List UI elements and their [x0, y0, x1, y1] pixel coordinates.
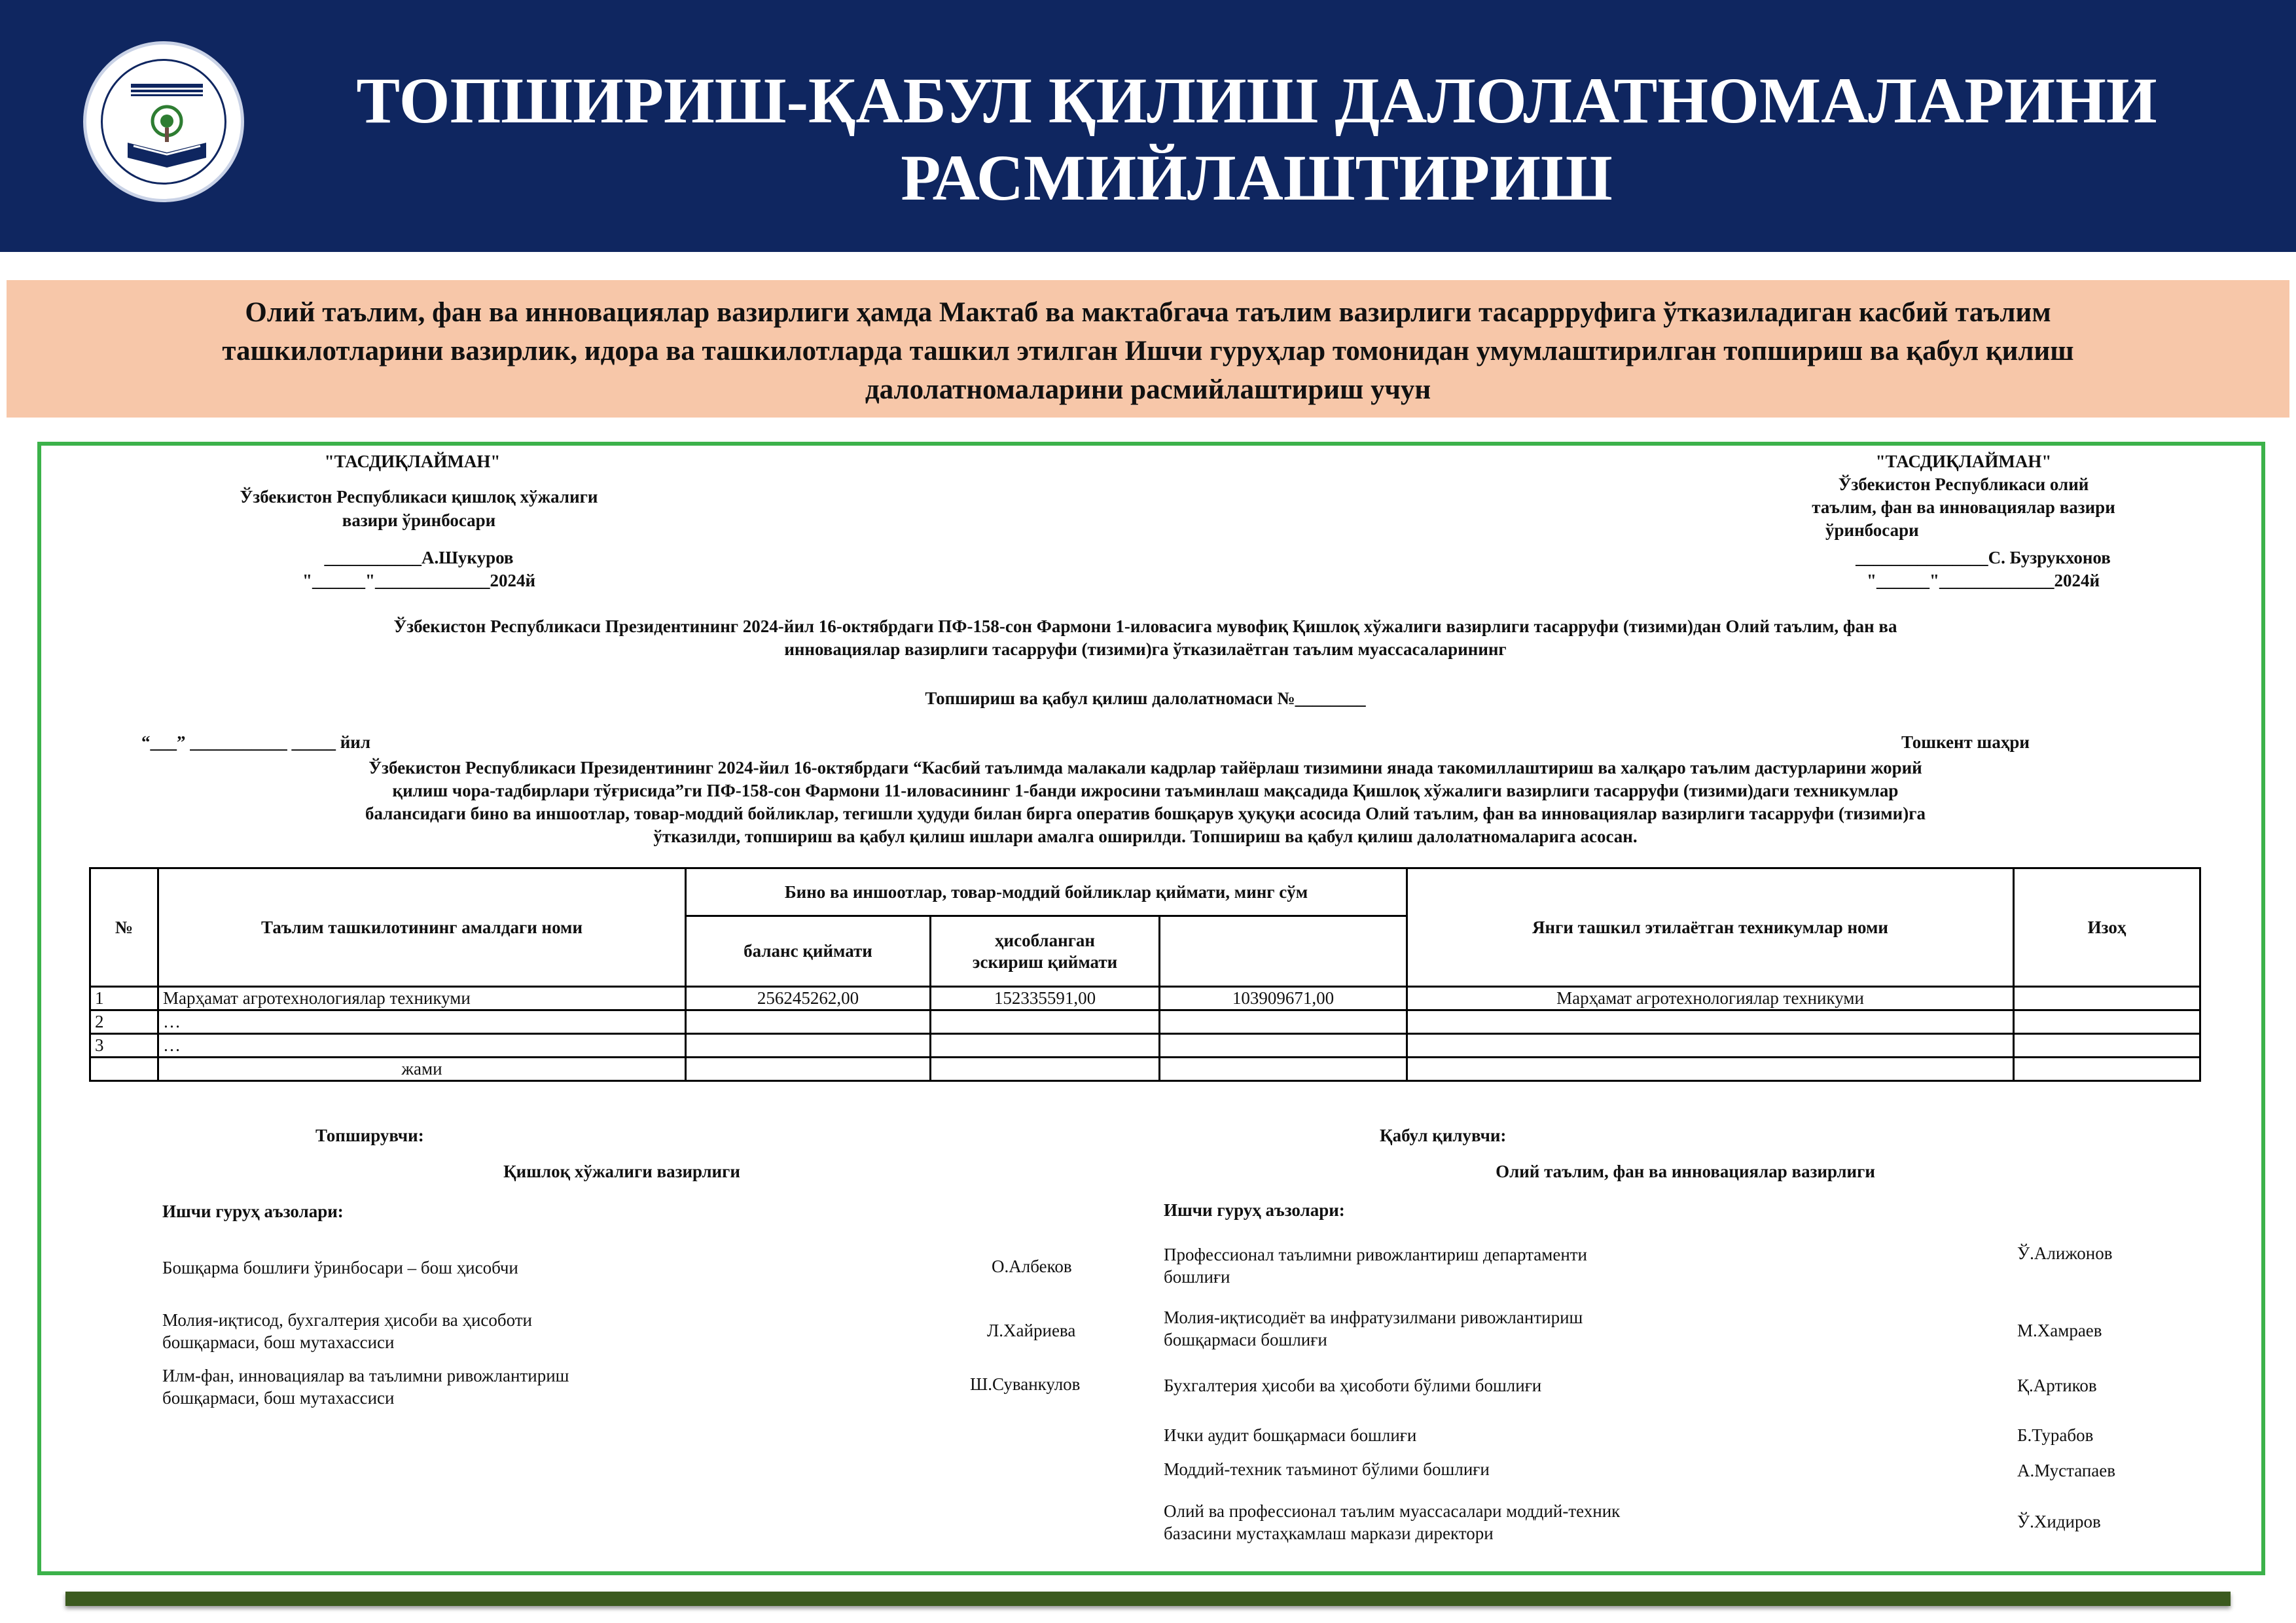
cell-residual [1160, 1058, 1407, 1081]
intro-line-1: Ўзбекистон Республикаси Президентининг 2024-йил 16-октябрдаги ПФ-158-сон Фармони 1-иловасига мувофиқ Қишлоқ хўжалиги вазирлиги тасарруфи (тизими)дан Олий таълим, фан ва [393, 616, 1897, 636]
cell-new-name: Марҳамат агротехнологиялар техникуми [1407, 987, 2014, 1010]
receiver-label: Қабул қилувчи: [1380, 1126, 1507, 1145]
giver-member-role [162, 1309, 882, 1353]
header-wear-line-1: ҳисобланган [995, 930, 1095, 950]
receiver-member-name: Ў.Хидиров [2017, 1512, 2101, 1531]
header-balance: баланс қиймати [686, 916, 931, 987]
approve-left-line-1: Ўзбекистон Республикаси қишлоқ хўжалиги [240, 487, 598, 507]
approve-right-line-2: таълим, фан ва инновациялар вазири [1812, 497, 2115, 517]
ministry-logo [83, 41, 244, 202]
transfer-table [89, 867, 2201, 1082]
cell-wear: 152335591,00 [931, 987, 1160, 1010]
cell-num: 1 [90, 987, 158, 1010]
giver-member-role [162, 1364, 882, 1409]
receiver-member-role [1164, 1374, 1916, 1397]
cell-num: 3 [90, 1034, 158, 1058]
receiver-member-name: Б.Турабов [2017, 1425, 2094, 1445]
body-paragraph [65, 757, 2225, 848]
title-line-2: РАСМИЙЛАШТИРИШ [901, 141, 1613, 214]
header-num: № [90, 868, 158, 987]
cell-note [2014, 987, 2200, 1010]
cell-balance [686, 1034, 931, 1058]
role-line-1: Олий ва профессионал таълим муассасалари моддий-техник [1164, 1501, 1621, 1521]
approve-left-line-2: вазири ўринбосари [342, 510, 496, 530]
receiver-ministry: Олий таълим, фан ва инновациялар вазирлиги [1496, 1162, 1875, 1181]
header-wear-line-2: эскириш қиймати [972, 952, 1118, 972]
receiver-member-name: Қ.Артиков [2017, 1376, 2097, 1395]
subtitle-line-3: далолатномаларини расмийлаштириш учун [865, 374, 1431, 405]
title-line-1: ТОПШИРИШ-ҚАБУЛ ҚИЛИШ ДАЛОЛАТНОМАЛАРИНИ [356, 64, 2157, 137]
act-date-field: “___” ___________ _____ йил [141, 732, 371, 752]
giver-member-name: Л.Хайриева [987, 1321, 1076, 1340]
header-wear [931, 916, 1160, 987]
body-line-3: балансидаги бино ва иншоотлар, товар-моддий бойликлар, тегишли ҳудуди билан бирга оператив бошқарув ҳуқуқи асосида Олий таълим, фан ва инновациялар вазирлиги тасарруфи (тизими)га [365, 804, 1926, 823]
cell-balance [686, 1010, 931, 1034]
role-line-2: бошқармаси бошлиғи [1164, 1330, 1327, 1349]
cell-residual [1160, 1010, 1407, 1034]
page-title [275, 62, 2238, 217]
cell-num [90, 1058, 158, 1081]
giver-label: Топширувчи: [315, 1126, 424, 1145]
act-place: Тошкент шаҳри [1901, 732, 2030, 752]
cell-name: … [158, 1010, 686, 1034]
cell-new-name [1407, 1058, 2014, 1081]
cell-new-name [1407, 1034, 2014, 1058]
role-line-1: Молия-иқтисод, бухгалтерия ҳисоби ва ҳисоботи [162, 1310, 533, 1330]
role-line-1: Профессионал таълимни ривожлантириш департаменти [1164, 1245, 1588, 1264]
cell-note [2014, 1034, 2200, 1058]
giver-member-role [162, 1257, 882, 1279]
receiver-member-role [1164, 1424, 1916, 1446]
body-line-1: Ўзбекистон Республикаси Президентининг 2024-йил 16-октябрдаги “Касбий таълимда малакали кадрлар тайёрлаш тизимини янада такомиллаштириш ва халқаро таълим дастурларини жорий [368, 758, 1922, 777]
body-line-4: ўтказилди, топшириш ва қабул қилиш ишлари амалга оширилди. Топшириш ва қабул қилиш далолатномаларига асосан. [653, 827, 1638, 846]
intro-line-2: инновациялар вазирлиги тасарруфи (тизими)га ўтказилаётган таълим муассасаларининг [784, 639, 1507, 659]
role-line-2: бошлиғи [1164, 1267, 1230, 1287]
role-line-2: бошқармаси, бош мутахассиси [162, 1388, 395, 1408]
table-row [90, 1010, 2200, 1034]
giver-member-name: О.Албеков [992, 1257, 1072, 1276]
role-line-1: Бошқарма бошлиғи ўринбосари – бош ҳисобчи [162, 1258, 518, 1277]
cell-new-name [1407, 1010, 2014, 1034]
receiver-member-name: А.Мустапаев [2017, 1461, 2115, 1480]
cell-balance: 256245262,00 [686, 987, 931, 1010]
receiver-member-role [1164, 1500, 1916, 1544]
book-tree-icon [124, 80, 209, 172]
table-row-total [90, 1058, 2200, 1081]
body-line-2: қилиш чора-тадбирлари тўғрисида”ги ПФ-158-сон Фармони 11-иловасининг 1-банди ижросини таъминлаш мақсадида Қишлоқ хўжалиги вазирлиги тасарруфи (тизими)даги техникумлар [392, 781, 1899, 800]
receiver-member-name: Ў.Алижонов [2017, 1243, 2113, 1263]
header-value-group: Бино ва иншоотлар, товар-моддий бойликлар қиймати, минг сўм [686, 868, 1407, 916]
approve-right-signature: _______________С. Бузрукхонов [1856, 548, 2111, 567]
receiver-member-name: М.Хамраев [2017, 1321, 2102, 1340]
role-line-2: базасини мустаҳкамлаш маркази директори [1164, 1524, 1494, 1543]
approve-right-line-3: ўринбосари [1825, 520, 1919, 540]
cell-balance [686, 1058, 931, 1081]
cell-num: 2 [90, 1010, 158, 1034]
header-name: Таълим ташкилотининг амалдаги номи [158, 868, 686, 987]
role-line-1: Бухгалтерия ҳисоби ва ҳисоботи бўлими бошлиғи [1164, 1376, 1542, 1395]
header-residual [1160, 916, 1407, 987]
cell-wear [931, 1010, 1160, 1034]
cell-wear [931, 1058, 1160, 1081]
header-new-name: Янги ташкил этилаётган техникумлар номи [1407, 868, 2014, 987]
giver-group-label: Ишчи гуруҳ аъзолари: [162, 1202, 344, 1221]
footer-bar [65, 1592, 2231, 1606]
receiver-member-role [1164, 1458, 1916, 1480]
giver-member-name: Ш.Суванкулов [970, 1374, 1081, 1394]
table-row [90, 987, 2200, 1010]
subtitle-line-1: Олий таълим, фан ва инновациялар вазирлиги ҳамда Мактаб ва мактабгача таълим вазирлиги тасаррруфига ўтказиладиган касбий таълим [245, 297, 2051, 328]
role-line-1: Молия-иқтисодиёт ва инфратузилмани ривожлантириш [1164, 1308, 1583, 1327]
act-title: Топшириш ва қабул қилиш далолатномаси №________ [925, 688, 1366, 708]
approve-right-line-1: Ўзбекистон Республикаси олий [1838, 474, 2089, 494]
cell-name: Марҳамат агротехнологиялар техникуми [158, 987, 686, 1010]
table-row [90, 1034, 2200, 1058]
approve-left-heading: "ТАСДИҚЛАЙМАН" [324, 452, 501, 471]
role-line-1: Ички аудит бошқармаси бошлиғи [1164, 1425, 1417, 1445]
receiver-member-role [1164, 1243, 1916, 1288]
role-line-1: Моддий-техник таъминот бўлими бошлиғи [1164, 1459, 1490, 1479]
role-line-1: Илм-фан, инновациялар ва таълимни ривожлантириш [162, 1366, 569, 1385]
receiver-group-label: Ишчи гуруҳ аъзолари: [1164, 1200, 1345, 1220]
approve-left-signature: ___________А.Шукуров [324, 548, 514, 567]
cell-residual: 103909671,00 [1160, 987, 1407, 1010]
approve-right-heading: "ТАСДИҚЛАЙМАН" [1875, 452, 2052, 471]
role-line-2: бошқармаси, бош мутахассиси [162, 1332, 395, 1352]
cell-name: … [158, 1034, 686, 1058]
approve-left-date: "______"_____________2024й [302, 571, 536, 590]
cell-residual [1160, 1034, 1407, 1058]
subtitle-line-2: ташкилотларини вазирлик, идора ва ташкилотларда ташкил этилган Ишчи гуруҳлар томонидан умумлаштирилган топшириш ва қабул қилиш [222, 336, 2074, 366]
intro-paragraph [65, 615, 2225, 661]
header-note: Изоҳ [2014, 868, 2200, 987]
cell-total-label: жами [158, 1058, 686, 1081]
approve-right-date: "______"_____________2024й [1866, 571, 2100, 590]
cell-note [2014, 1010, 2200, 1034]
giver-ministry: Қишлоқ хўжалиги вазирлиги [503, 1162, 740, 1181]
cell-note [2014, 1058, 2200, 1081]
receiver-member-role [1164, 1306, 1916, 1351]
cell-wear [931, 1034, 1160, 1058]
subtitle [26, 293, 2270, 409]
